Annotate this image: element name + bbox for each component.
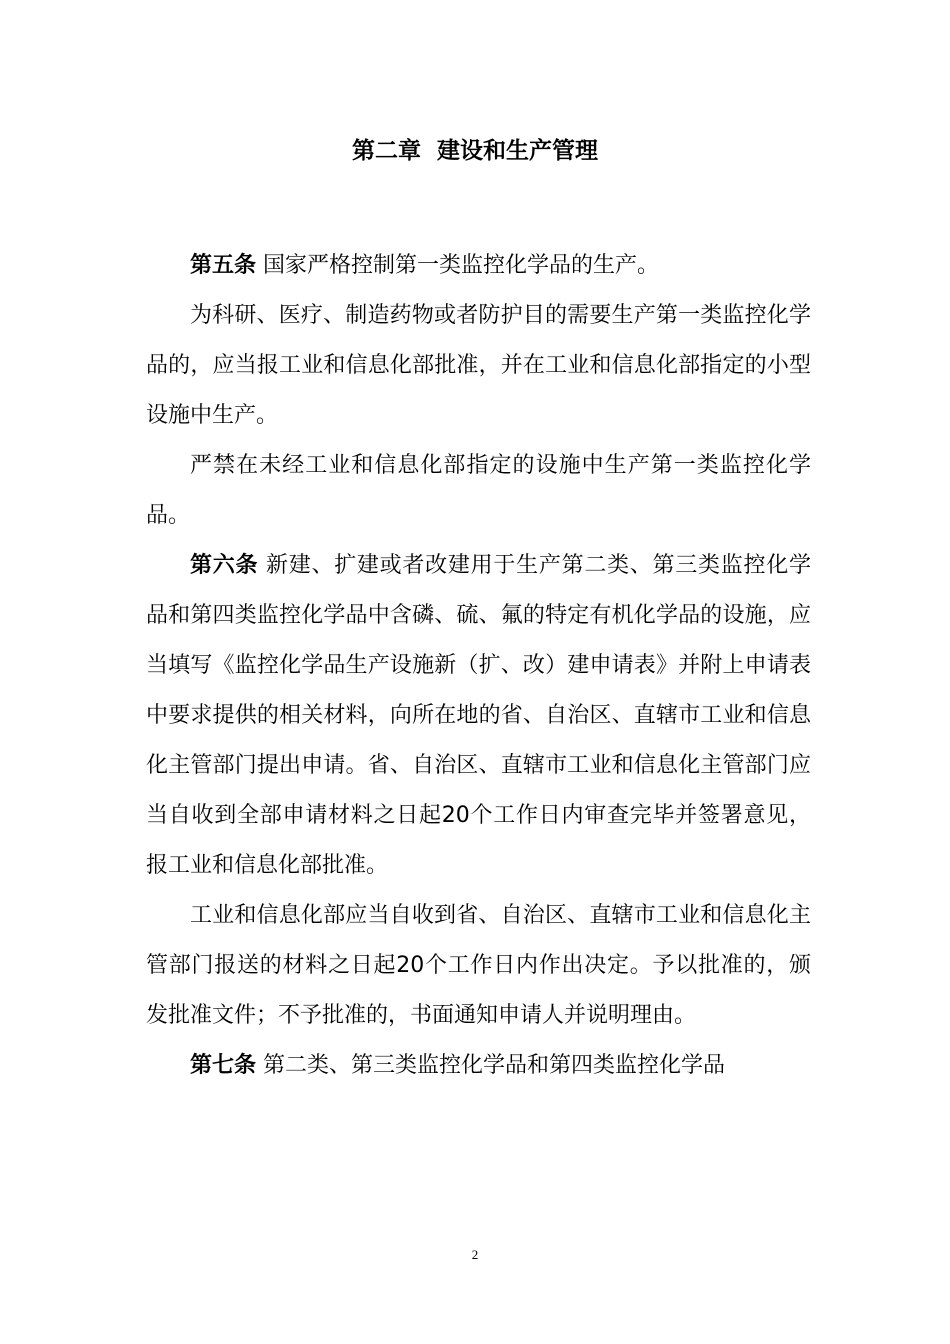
paragraph-article-7 [146, 1041, 811, 1091]
paragraph-text: 严禁在未经工业和信息化部指定的设施中生产第一类监控化学品。 [146, 453, 811, 528]
article-number: 第五条 [190, 253, 257, 278]
article-number: 第七条 [190, 1053, 257, 1078]
paragraph-text: 工业和信息化部应当自收到省、自治区、直辖市工业和信息化主管部门报送的材料之日起20个工作日内作出决定。予以批准的，颁发批准文件；不予批准的，书面通知申请人并说明理由。 [146, 903, 811, 1028]
paragraph-text: 新建、扩建或者改建用于生产第二类、第三类监控化学品和第四类监控化学品中含磷、硫、氟的特定有机化学品的设施，应当填写《监控化学品生产设施新（扩、改）建申请表》并附上申请表中要求提供的相关材料，向所在地的省、自治区、直辖市工业和信息化主管部门提出申请。省、自治区、直辖市工业和信息化主管部门应当自收到全部申请材料之日起20个工作日内审查完毕并签署意见，报工业和信息化部批准。 [146, 553, 811, 878]
paragraph-article-5 [146, 241, 811, 291]
paragraph-article-6 [146, 541, 811, 891]
paragraph [146, 891, 811, 1041]
page-number: 2 [471, 1247, 479, 1262]
paragraph [146, 291, 811, 441]
body-text [146, 241, 811, 1091]
paragraph-text: 第二类、第三类监控化学品和第四类监控化学品 [256, 1053, 726, 1078]
chapter-title: 第二章 建设和生产管理 [351, 138, 598, 164]
paragraph [146, 441, 811, 541]
article-number: 第六条 [190, 553, 259, 578]
paragraph-text: 为科研、医疗、制造药物或者防护目的需要生产第一类监控化学品的，应当报工业和信息化部批准，并在工业和信息化部指定的小型设施中生产。 [146, 303, 811, 428]
paragraph-text: 国家严格控制第一类监控化学品的生产。 [256, 253, 660, 278]
